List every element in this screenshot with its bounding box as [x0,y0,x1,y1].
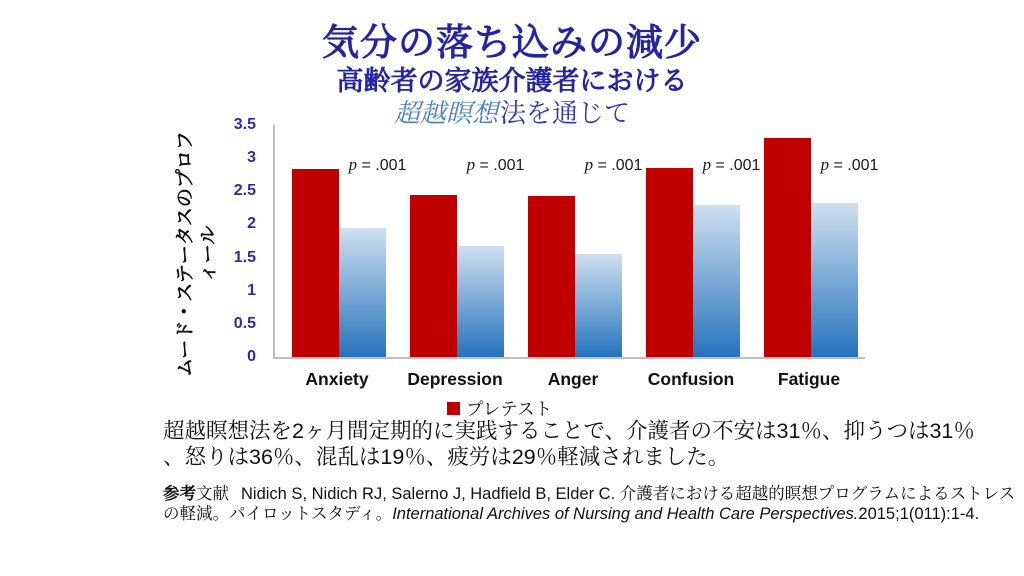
y-axis-label-line1: ムード・ステータスのプロフ [175,131,196,377]
category-label: Depression [407,369,503,389]
y-tick-label: 3 [247,149,256,167]
posttest-bar [457,246,504,357]
p-value-label: p = .001 [820,155,879,174]
p-value-label: p = .001 [466,155,525,174]
category-label: Confusion [647,369,735,389]
pretest-bar [292,169,339,357]
y-tick-label: 1 [247,281,256,299]
pretest-bar [528,196,575,357]
subtitle-rest-text: 法を通じて [500,98,631,128]
y-axis-ticks [0,116,256,365]
page-subtitle: 高齢者の家族介護者における [336,66,688,96]
pretest-bar [646,168,693,357]
summary-line: 、怒りは36％、混乱は19％、疲労は29％軽減されました。 [163,445,730,469]
p-value-label: p = .001 [702,155,761,174]
p-value-label: p = .001 [348,155,407,174]
summary-text [163,418,1024,470]
posttest-bar [693,205,740,357]
reference-text [163,485,1024,524]
y-tick-label: 3.5 [233,116,256,133]
y-tick-label: 2 [247,215,256,233]
pretest-bar [764,138,811,357]
reference-authors: Nidich S, Nidich RJ, Salerno J, Hadfield B, Elder C. 介護者における超越的瞑想プログラムによるストレスの軽減。パイロットスタディ。 [163,485,1016,523]
page-title: 気分の落ち込みの減少 [322,22,702,63]
y-tick-label: 0.5 [233,314,256,332]
subtitle-accent-text: 超越瞑想 [393,98,498,128]
x-axis-labels [273,369,863,391]
category-label: Anxiety [305,369,369,389]
y-tick-label: 0 [247,348,256,365]
y-tick-label: 1.5 [233,248,256,266]
posttest-bar [575,254,622,357]
legend-label: プレテスト [466,399,553,419]
y-tick-label: 2.5 [233,182,256,200]
posttest-bar [339,228,386,357]
red-square-icon [447,402,460,415]
reference-label-rest: 文献 [196,485,229,503]
category-label: Fatigue [777,369,841,389]
plot-area [273,125,879,359]
p-value-label: p = .001 [584,155,643,174]
posttest-bar [811,203,858,357]
pretest-bar [410,195,457,357]
category-label: Anger [547,369,599,389]
reference-journal: International Archives of Nursing and Health Care Perspectives. [392,504,859,523]
reference-citation: 2015;1(011):1-4. [858,504,980,523]
summary-line: 超越瞑想法を2ヶ月間定期的に実践することで、介護者の不安は31％、抑うつは31％ [163,419,975,443]
reference-label-bold: 参考 [163,485,196,503]
y-axis-label-line2: ィール [198,225,219,283]
